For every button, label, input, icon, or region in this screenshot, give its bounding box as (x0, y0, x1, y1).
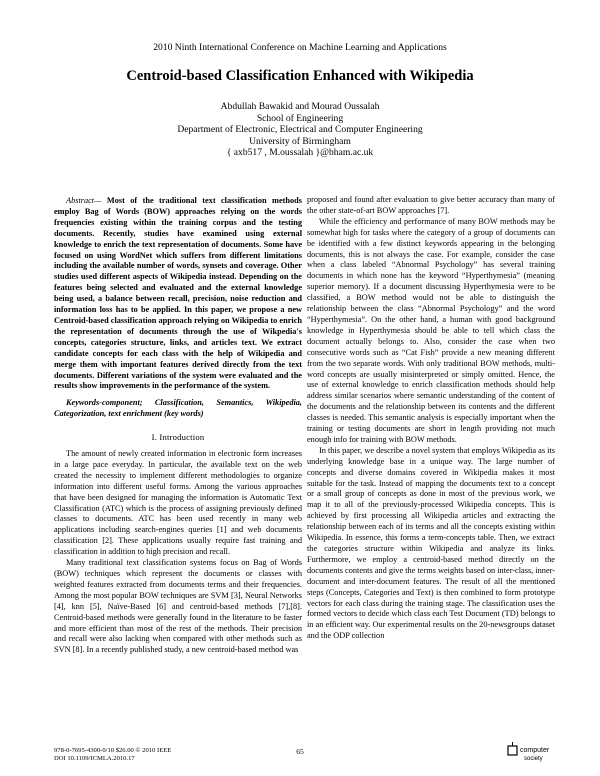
right-paragraph-continued: proposed and found after evaluation to give better accuracy than many of the other state-of-art BOW approaches [7]. (307, 195, 555, 215)
author-block (0, 101, 600, 159)
intro-paragraph-1: The amount of newly created information in electronic form increases in a large pace everyday. In particular, the available text on the web created the necessity to implement different methodologies to organize information into different useful forms. Among the various approaches that have been designed for managing the information is Automatic Text Classification (ATC) which is the process of assigning previously defined classes to documents. ATC has been used recently in many web applications including search-engines queries [1] and web documents classification [2]. These applications usually require fast training and classification in addition to high precision and recall. (54, 449, 302, 557)
logo-text-bottom: society (524, 756, 543, 762)
abstract-lead: Abstract— (66, 196, 102, 205)
logo-text-top: computer (520, 747, 550, 754)
keywords: Keywords-component; Classification, Semantics, Wikipedia, Categorization, text enrichment (key words) (54, 398, 302, 419)
author-university: University of Birmingham (249, 135, 351, 147)
right-paragraph-2: In this paper, we describe a novel system that employs Wikipedia as its underlying knowledge base in a unique way. The large number of concepts and diverse domains covered in Wikipedia makes it most suitable for the task. Instead of mapping the documents text to a concept or a small group of concepts as done in most of the previous work, we map it to all of the previously-processed Wikipedia concepts. This is achieved by first processing all Wikipedia articles and extracting the relationship between each of its terms and all the concepts existing within Wikipedia. In essence, this forms a term-concepts table. Then, we extract the categories structure within Wikipedia and analyze its links. Furthermore, we employ a centroid-based method directly on the documents contents and give the terms weights based on inter-class, inner-document and inter-document features. The result of all the mentioned steps (Concepts, Categories and Text) is then combined to form prototype vectors for each class during the training stage. The classification uses the formed vectors to decide which class each Test Document (TD) belongs to in an efficient way. Our experimental results on the 20-newsgroups dataset and the ODP collection (307, 445, 555, 641)
author-names: Abdullah Bawakid and Mourad Oussalah (220, 101, 380, 112)
page-number: 65 (296, 747, 304, 756)
abstract-text: Most of the traditional text classification methods employ Bag of Words (BOW) approaches relying on the words frequencies existing within the training corpus and the testing documents. Recently, studies have examined using external knowledge to enrich the text representation of documents. Some have focused on using WordNet which suffers from different limitations including the available number of words, synsets and coverage. Other studies used different aspects of Wikipedia instead. Depending on the features being selected and evaluated and the external knowledge being used, a balance between recall, precision, noise reduction and information loss has to be applied. In this paper, we propose a new Centroid-based classification approach relying on Wikipedia to enrich the representation of documents through the use of Wikpedia's concepts, categories structure, links, and articles text. We extract candidate concepts for each class with the help of Wikipedia and merge them with important features derived directly from the text documents. Different variations of the system were evaluated and the results show improvements in the performance of the system. (54, 196, 302, 391)
author-email: { axb517 , M.oussalah }@bham.ac.uk (226, 147, 374, 159)
footer-doi: DOI 10.1109/ICMLA.2010.17 (54, 755, 135, 762)
conference-header: 2010 Ninth International Conference on Machine Learning and Applications (153, 42, 447, 53)
intro-paragraph-2: Many traditional text classification systems focus on Bag of Words (BOW) techniques which represent the documents or classes with weighted features extracted from documents terms and their frequencies. Among the most popular BOW techniques are SVM [3], Neural Networks [4], knn [5], Naïve-Based [6] and centroid-based methods [7],[8]. Centroid-based methods were generally found in the literature to be faster and more efficient than most of the rest of the methods. Their precision and recall were also lacking when compared with other methods such as SVN [8]. In a recently published study, a new centroid-based method was (54, 558, 302, 655)
computer-society-logo-icon (506, 740, 556, 764)
abstract (54, 196, 302, 392)
ieee-computer-society-logo (506, 740, 556, 764)
footer-isbn: 978-0-7695-4300-0/10 $26.00 © 2010 IEEE (54, 747, 172, 754)
section-heading-introduction: I. Introduction (151, 432, 205, 443)
author-department: Department of Electronic, Electrical and Computer Engineering (177, 124, 423, 136)
right-column (307, 195, 555, 642)
paper-title: Centroid-based Classification Enhanced with Wikipedia (126, 68, 474, 84)
left-column (54, 196, 302, 656)
author-school: School of Engineering (256, 112, 344, 124)
right-paragraph-1: While the efficiency and performance of many BOW methods may be somewhat high for tasks where the category of a group of documents can be identified with a few distinct keywords appearing in the belonging documents, this is not always the case. For example, consider the case when a class labeled “Abnormal Psychology” has several training documents in which none has the keyword “Hyperthymesia” (meaning superior memory). If a document discussing Hyperthymesia were to be classified, a BOW method would not be able to distinguish the relationship between the class “Abnormal Psychology” and the word “Hyperthymesia”. On the other hand, a human with good background knowledge in Hyperthymesia should be able to tell which class the document actually belongs to. Also, consider the case when two consecutive words such as “Cat Fish” provide a new meaning different from the two separate words. With only traditional BOW methods, multi-word concepts are usually misinterpreted or simply omitted. Hence, the use of external knowledge to enrich classification methods should help address similar scenarios where semantic understanding of the content of the documents and the relationship between its contents and the different classes is needed. This semantic analysis is especially important when the training or testing documents are short in length providing not much enough info for training with BOW methods. (307, 216, 555, 444)
